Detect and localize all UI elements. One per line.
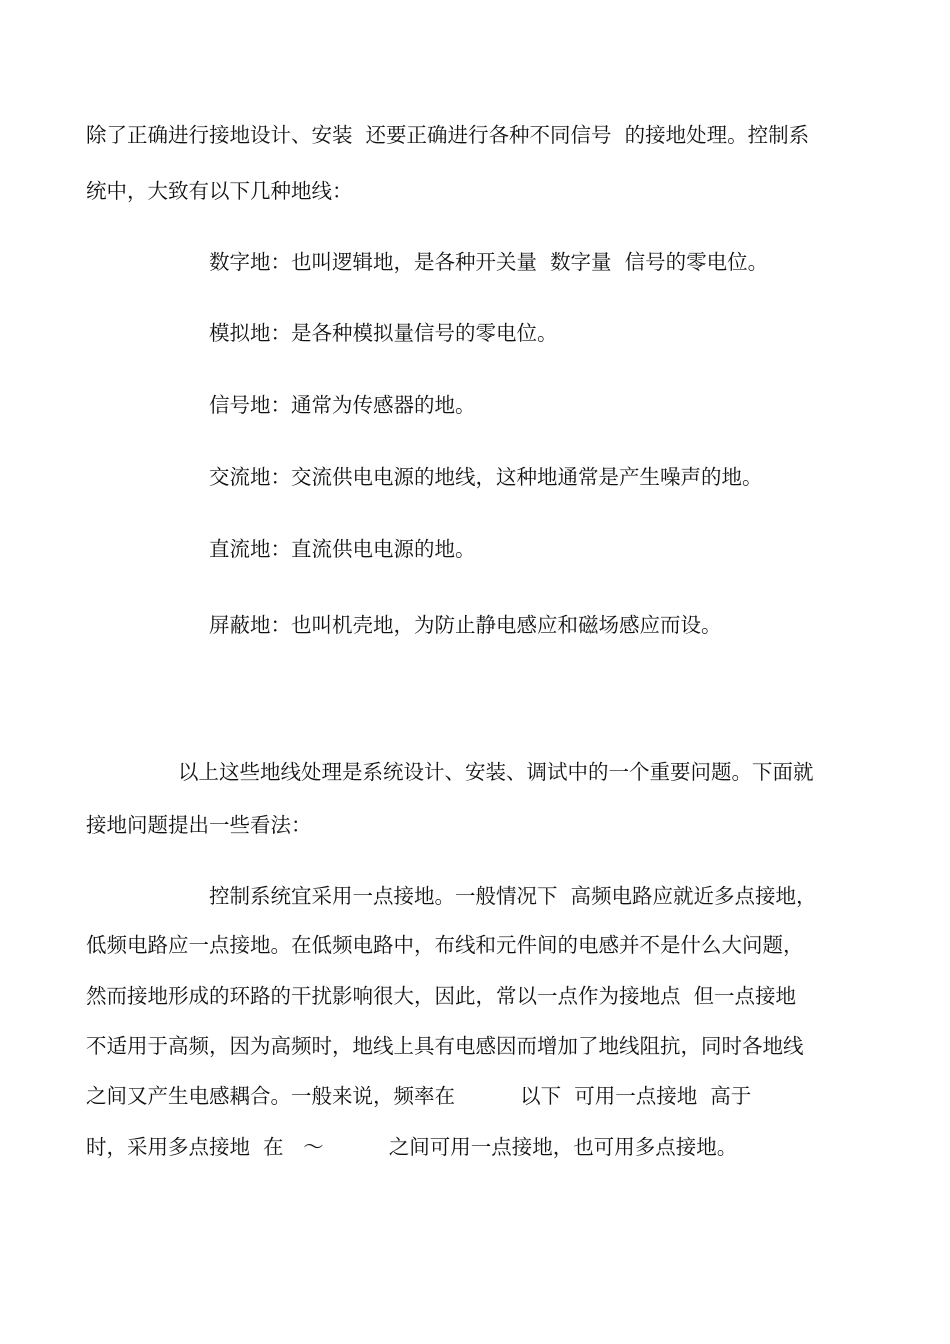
intro-line-1: 除了正确进行接地设计、安装 还要正确进行各种不同信号 的接地处理。控制系 (86, 123, 810, 147)
ground-type-ac: 交流地：交流供电电源的地线，这种地通常是产生噪声的地。 (209, 465, 763, 489)
summary-line-2: 接地问题提出一些看法： (86, 813, 312, 837)
summary-line-1: 以上这些地线处理是系统设计、安装、调试中的一个重要问题。下面就 (178, 760, 814, 784)
ground-type-signal: 信号地：通常为传感器的地。 (209, 393, 476, 417)
ground-type-dc: 直流地：直流供电电源的地。 (209, 537, 476, 561)
ground-type-digital: 数字地：也叫逻辑地，是各种开关量 数字量 信号的零电位。 (209, 250, 769, 274)
single-point-line-1: 控制系统宜采用一点接地。一般情况下 高频电路应就近多点接地， (209, 884, 817, 908)
single-point-line-6: 时，采用多点接地 在 ～ 之间可用一点接地，也可用多点接地。 (86, 1135, 738, 1159)
single-point-line-5: 之间又产生电感耦合。一般来说，频率在 以下 可用一点接地 高于 (86, 1084, 752, 1108)
single-point-line-2: 低频电路应一点接地。在低频电路中，布线和元件间的电感并不是什么大问题， (86, 933, 804, 957)
intro-line-2: 统中，大致有以下几种地线： (86, 179, 353, 203)
single-point-line-3: 然而接地形成的环路的干扰影响很大，因此，常以一点作为接地点 但一点接地 (86, 984, 797, 1008)
single-point-line-4: 不适用于高频，因为高频时，地线上具有电感因而增加了地线阻抗，同时各地线 (86, 1034, 804, 1058)
ground-type-analog: 模拟地：是各种模拟量信号的零电位。 (209, 321, 558, 345)
ground-type-shield: 屏蔽地：也叫机壳地，为防止静电感应和磁场感应而设。 (209, 613, 722, 637)
